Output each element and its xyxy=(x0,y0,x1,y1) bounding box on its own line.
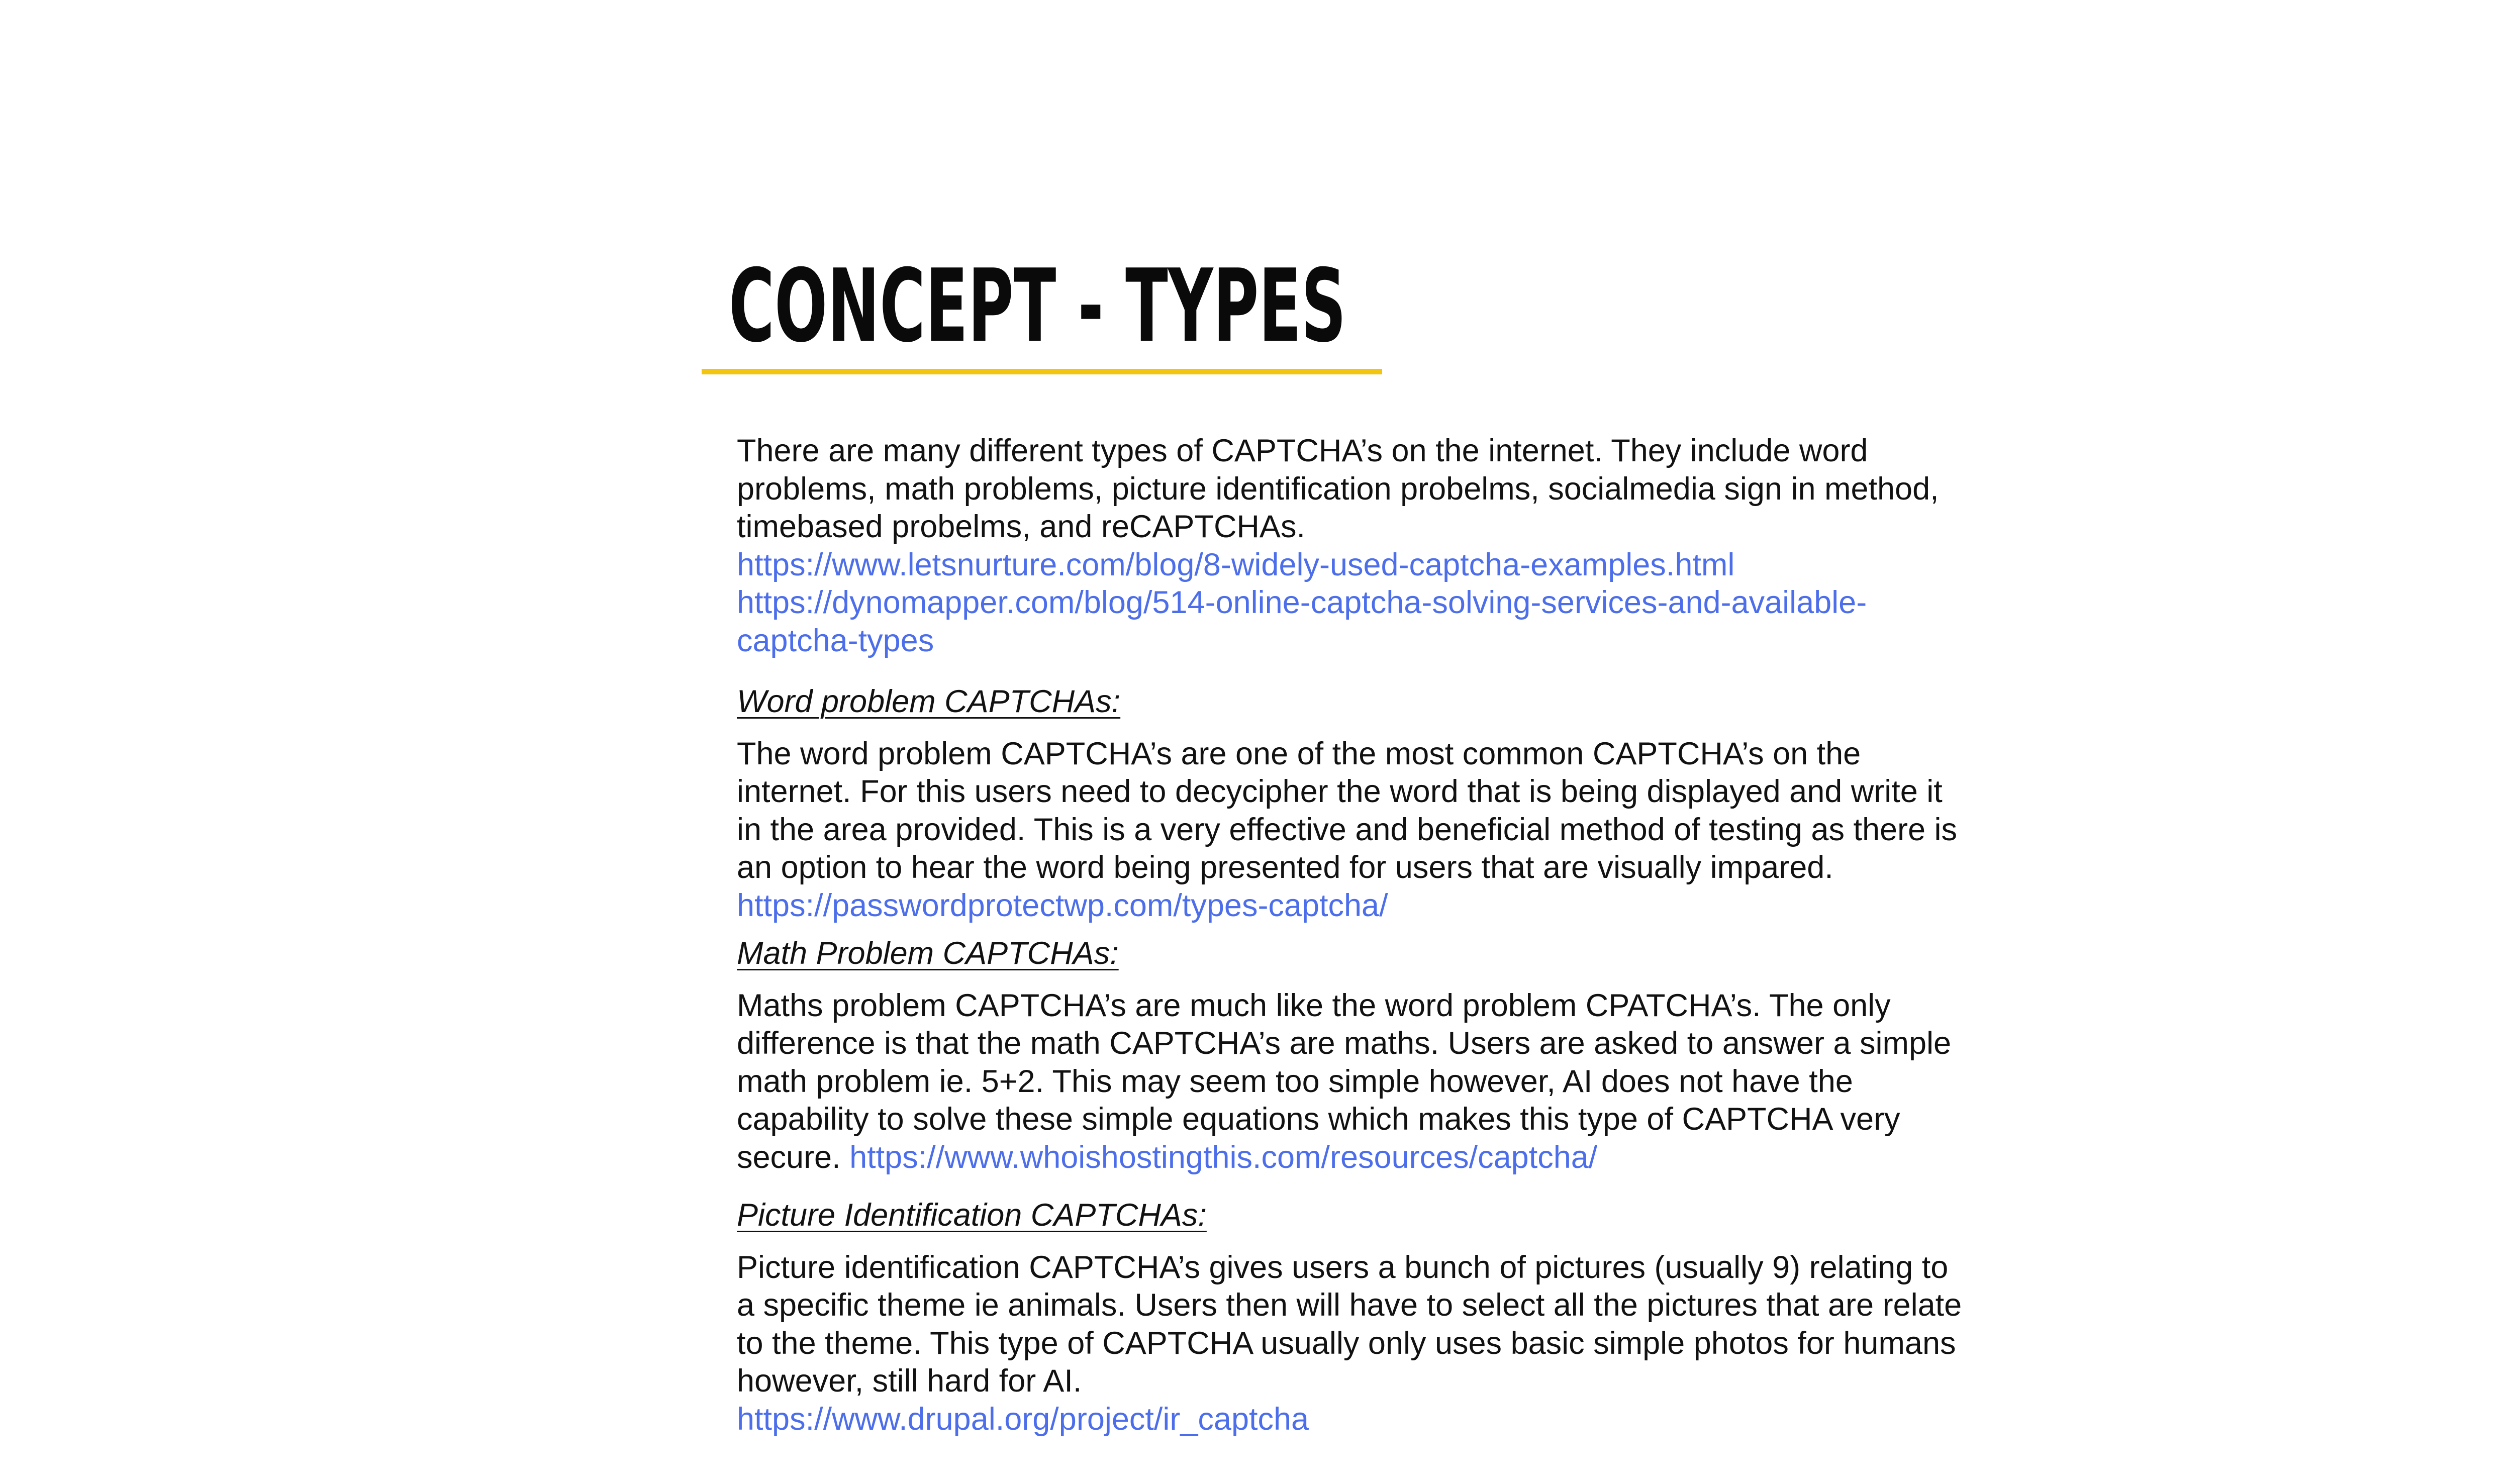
link-passwordprotectwp[interactable]: https://passwordprotectwp.com/types-captcha/ xyxy=(737,887,1388,923)
intro-text: There are many different types of CAPTCHA’s on the internet. They include word problems, math problems, picture identification probelms, socialmedia sign in method, timebased probelms, and reCAPTCHAs. xyxy=(737,433,1939,544)
body-math-problem: Maths problem CAPTCHA’s are much like the word problem CPATCHA’s. The only difference is that the math CAPTCHA’s are maths. Users are asked to answer a simple math problem ie. 5+2. This may seem too simple however, AI does not have the capability to solve these simple equations which makes this type of CAPTCHA very secure. xyxy=(737,987,1952,1175)
intro-paragraph xyxy=(737,432,1963,660)
slide-title: CONCEPT - TYPES xyxy=(729,248,1346,365)
paragraph-word-problem xyxy=(737,735,1963,925)
paragraph-picture-identification xyxy=(737,1249,1963,1439)
body-picture-identification: Picture identification CAPTCHA’s gives users a bunch of pictures (usually 9) relating to a specific theme ie animals. Users then will have to select all the pictures that are relate to the theme. This type of CAPTCHA usually only uses basic simple photos for humans however, still hard for AI. xyxy=(737,1249,1962,1399)
heading-word-problem: Word problem CAPTCHAs: xyxy=(737,684,1121,719)
link-drupal-ir-captcha[interactable]: https://www.drupal.org/project/ir_captcha xyxy=(737,1401,1309,1437)
body-word-problem: The word problem CAPTCHA’s are one of the most common CAPTCHA’s on the internet. For this users need to decycipher the word that is being displayed and write it in the area provided. This is a very effective and beneficial method of testing as there is an option to hear the word being presented for users that are visually impared. xyxy=(737,736,1958,885)
slide-body xyxy=(737,432,1963,1438)
paragraph-math-problem xyxy=(737,987,1963,1177)
heading-math-problem: Math Problem CAPTCHAs: xyxy=(737,936,1119,971)
intro-link-letsnurture[interactable]: https://www.letsnurture.com/blog/8-widely-used-captcha-examples.html xyxy=(737,547,1735,582)
intro-link-dynomapper[interactable]: https://dynomapper.com/blog/514-online-captcha-solving-services-and-available-captcha-types xyxy=(737,585,1867,658)
link-whoishostingthis[interactable]: https://www.whoishostingthis.com/resources/captcha/ xyxy=(849,1139,1598,1175)
heading-picture-identification: Picture Identification CAPTCHAs: xyxy=(737,1198,1207,1233)
title-underline-rule xyxy=(702,369,1382,374)
